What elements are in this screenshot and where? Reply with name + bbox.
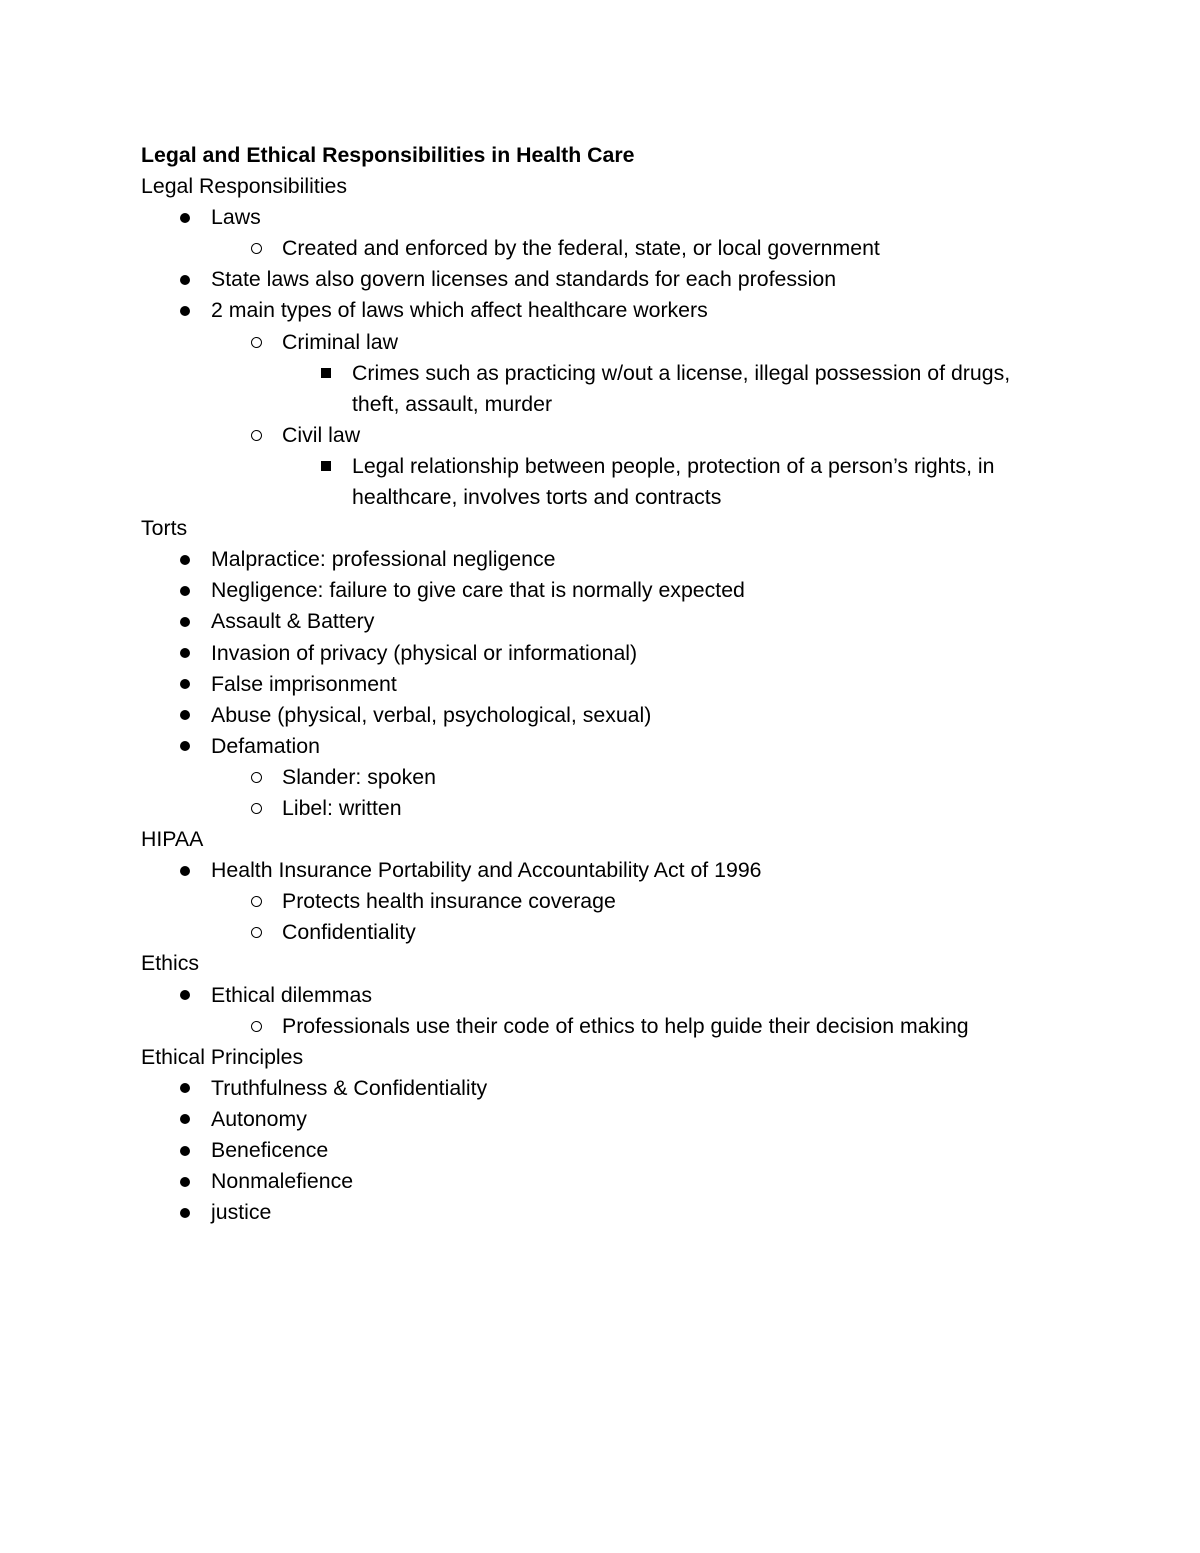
list-item: Defamation — [141, 731, 1061, 762]
list-item: Abuse (physical, verbal, psychological, sexual) — [141, 700, 1061, 731]
document-title: Legal and Ethical Responsibilities in Health Care — [141, 143, 635, 167]
section-heading-legal: Legal Responsibilities — [141, 174, 347, 199]
section-heading-hipaa: HIPAA — [141, 827, 204, 852]
list-item: Negligence: failure to give care that is normally expected — [141, 575, 1061, 606]
list-item: Legal relationship between people, protection of a person’s rights, in healthcare, involves torts and contracts — [141, 451, 1061, 513]
principles-list — [141, 1073, 1061, 1228]
bullet-disc-icon — [175, 606, 195, 637]
bullet-disc-icon — [175, 855, 195, 886]
list-item: 2 main types of laws which affect healthcare workers — [141, 295, 1061, 326]
list-item: Civil law — [141, 420, 1061, 451]
bullet-circle-icon — [246, 793, 266, 824]
list-item: State laws also govern licenses and standards for each profession — [141, 264, 1061, 295]
list-item: Criminal law — [141, 327, 1061, 358]
bullet-circle-icon — [246, 762, 266, 793]
bullet-disc-icon — [175, 980, 195, 1011]
torts-list — [141, 544, 1061, 824]
list-item: Nonmalefience — [141, 1166, 1061, 1197]
hipaa-list — [141, 855, 1061, 948]
section-heading-torts: Torts — [141, 516, 188, 541]
list-item: Laws — [141, 202, 1061, 233]
bullet-circle-icon — [246, 233, 266, 264]
bullet-disc-icon — [175, 1104, 195, 1135]
bullet-disc-icon — [175, 575, 195, 606]
list-item: False imprisonment — [141, 669, 1061, 700]
list-item: Libel: written — [141, 793, 1061, 824]
list-item: Crimes such as practicing w/out a license, illegal possession of drugs, theft, assault, murder — [141, 358, 1061, 420]
list-item: Professionals use their code of ethics to help guide their decision making — [141, 1011, 1061, 1042]
list-item: Malpractice: professional negligence — [141, 544, 1061, 575]
list-item: Truthfulness & Confidentiality — [141, 1073, 1061, 1104]
list-item: Created and enforced by the federal, state, or local government — [141, 233, 1061, 264]
list-item: Beneficence — [141, 1135, 1061, 1166]
bullet-circle-icon — [246, 917, 266, 948]
ethics-list — [141, 980, 1061, 1042]
section-heading-principles: Ethical Principles — [141, 1044, 304, 1069]
bullet-disc-icon — [175, 1073, 195, 1104]
list-item: Autonomy — [141, 1104, 1061, 1135]
list-item: Protects health insurance coverage — [141, 886, 1061, 917]
bullet-circle-icon — [246, 420, 266, 451]
bullet-circle-icon — [246, 886, 266, 917]
bullet-disc-icon — [175, 731, 195, 762]
section-heading-ethics: Ethics — [141, 951, 199, 976]
bullet-disc-icon — [175, 295, 195, 326]
list-item: Assault & Battery — [141, 606, 1061, 637]
bullet-square-icon — [316, 451, 336, 482]
list-item: Ethical dilemmas — [141, 980, 1061, 1011]
bullet-disc-icon — [175, 1166, 195, 1197]
bullet-disc-icon — [175, 202, 195, 233]
bullet-circle-icon — [246, 1011, 266, 1042]
document-content — [141, 140, 1061, 1228]
bullet-disc-icon — [175, 264, 195, 295]
bullet-disc-icon — [175, 1197, 195, 1228]
legal-list — [141, 202, 1061, 513]
list-item: Confidentiality — [141, 917, 1061, 948]
bullet-square-icon — [316, 358, 336, 389]
bullet-disc-icon — [175, 544, 195, 575]
list-item: justice — [141, 1197, 1061, 1228]
bullet-disc-icon — [175, 669, 195, 700]
bullet-circle-icon — [246, 327, 266, 358]
list-item: Health Insurance Portability and Accountability Act of 1996 — [141, 855, 1061, 886]
bullet-disc-icon — [175, 638, 195, 669]
list-item: Invasion of privacy (physical or informational) — [141, 638, 1061, 669]
bullet-disc-icon — [175, 1135, 195, 1166]
bullet-disc-icon — [175, 700, 195, 731]
list-item: Slander: spoken — [141, 762, 1061, 793]
